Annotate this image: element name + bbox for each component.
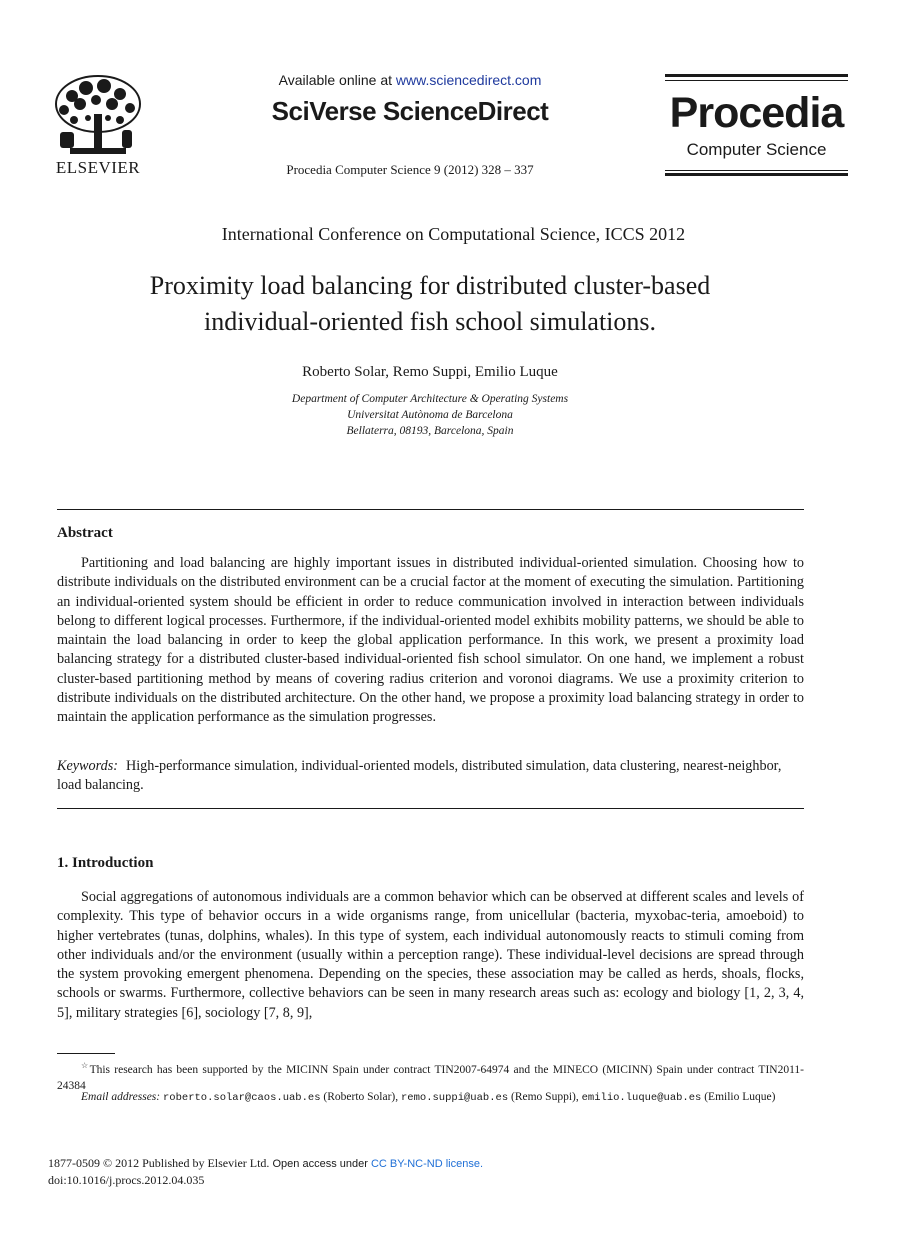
abstract-body: Partitioning and load balancing are highly important issues in distributed individual-oriented simulation. Choosing how to distribute individuals on the distributed environment can be a crucial factor at the moment of executing the simulation. Partitioning an individual-oriented system should be efficient in order to reduce communication involved in interaction between individuals belong to different logical processes. Furthermore, if the individual-oriented model exhibits mobility patterns, we should be able to maintain the load balancing in order to keep the global application performance. In this work, we present a proximity load balancing strategy for a distributed cluster-based individual-oriented fish school simulator. On one hand, we implement a robust cluster-based partitioning method by means of covering radius criterion and voronoi diagrams. We use a proximity criterion to distribute individuals on the distributed architecture. On the other hand, we propose a proximity load balancing strategy in order to maintain the application performance as the simulation progresses. <box>57 555 804 726</box>
procedia-bottom-rule <box>665 173 848 176</box>
journal-reference: Procedia Computer Science 9 (2012) 328 – 337 <box>286 162 534 177</box>
author-list: Roberto Solar, Remo Suppi, Emilio Luque <box>302 364 558 380</box>
sciverse-sciencedirect-logo: SciVerse ScienceDirect <box>271 96 549 126</box>
procedia-top-rule <box>665 74 848 77</box>
elsevier-tree-icon <box>50 74 146 156</box>
abstract-bottom-rule <box>57 808 804 809</box>
procedia-subtitle: Computer Science <box>686 140 827 159</box>
elsevier-wordmark: ELSEVIER <box>55 158 141 177</box>
introduction-heading: 1. Introduction <box>57 855 154 871</box>
available-online-line <box>220 72 600 88</box>
email-link-suppi[interactable]: remo.suppi@uab.es <box>401 1092 509 1104</box>
abstract-top-rule <box>57 509 804 510</box>
issn-copyright: 1877-0509 © 2012 Published by Elsevier Ltd. <box>48 1156 270 1170</box>
elsevier-logo <box>50 74 146 178</box>
available-online-prefix: Available online at <box>278 72 396 88</box>
email-name-suppi: (Remo Suppi), <box>508 1091 582 1103</box>
keywords-label: Keywords: <box>57 758 118 774</box>
conference-name: International Conference on Computational Science, ICCS 2012 <box>221 224 686 244</box>
procedia-title: Procedia <box>669 89 844 137</box>
affiliation-department: Department of Computer Architecture & Operating Systems <box>291 393 569 405</box>
license-link[interactable]: CC BY-NC-ND license. <box>370 1158 484 1170</box>
funding-text: This research has been supported by the MICINN Spain under contract TIN2007-64974 and the MINECO (MICINN) Spain under contract TIN2011-24384 <box>57 1063 804 1092</box>
footnote-rule <box>57 1053 115 1054</box>
procedia-bottom-rule-thin <box>665 170 848 171</box>
introduction-text <box>57 888 804 1023</box>
affiliation-address: Bellaterra, 08193, Barcelona, Spain <box>346 425 514 437</box>
copyright-line <box>48 1155 483 1172</box>
paper-title <box>100 268 760 340</box>
email-link-luque[interactable]: emilio.luque@uab.es <box>581 1092 702 1104</box>
email-footnote <box>57 1089 804 1106</box>
paper-title-line-1: Proximity load balancing for distributed cluster-based <box>149 271 711 300</box>
sciencedirect-link[interactable]: www.sciencedirect.com <box>395 72 542 88</box>
email-label: Email addresses: <box>81 1091 161 1103</box>
email-name-luque: (Emilio Luque) <box>701 1091 776 1103</box>
paper-title-line-2: individual-oriented fish school simulations. <box>203 307 657 336</box>
procedia-top-rule-thin <box>665 80 848 81</box>
abstract-heading: Abstract <box>57 525 113 541</box>
affiliation <box>100 391 760 439</box>
keywords <box>57 757 804 796</box>
keywords-list: High-performance simulation, individual-oriented models, distributed simulation, data clustering, nearest-neighbor, load balancing. <box>57 758 782 794</box>
email-link-solar[interactable]: roberto.solar@caos.uab.es <box>162 1092 321 1104</box>
open-access-text: Open access under <box>269 1158 371 1170</box>
email-name-solar: (Roberto Solar), <box>320 1091 401 1103</box>
affiliation-university: Universitat Autònoma de Barcelona <box>347 409 513 421</box>
abstract-text <box>57 554 804 728</box>
procedia-logo <box>665 74 848 178</box>
introduction-body: Social aggregations of autonomous individuals are a common behavior which can be observed at different scales and levels of complexity. This type of behavior occurs in a wide organisms range, from unicellular (bacteria, myxobac-teria, amoeboid) to higher vertebrates (tunas, dolphins, whales). In this type of system, each individual autonomously reacts to stimuli coming from other individuals and/or the environment (usually within a perception range). These individual-level decisions are spread through the system provoking emergent phenomena. Depending on the species, these association may be called as herds, shoals, flocks, schools or swarms. Furthermore, collective behaviors can be seen in many research areas such as: ecology and biology [1, 2, 3, 4, 5], military strategies [6], sociology [7, 8, 9], <box>57 889 804 1021</box>
doi-line: doi:10.1016/j.procs.2012.04.035 <box>48 1173 205 1187</box>
footnote-star-marker: ☆ <box>81 1061 90 1070</box>
